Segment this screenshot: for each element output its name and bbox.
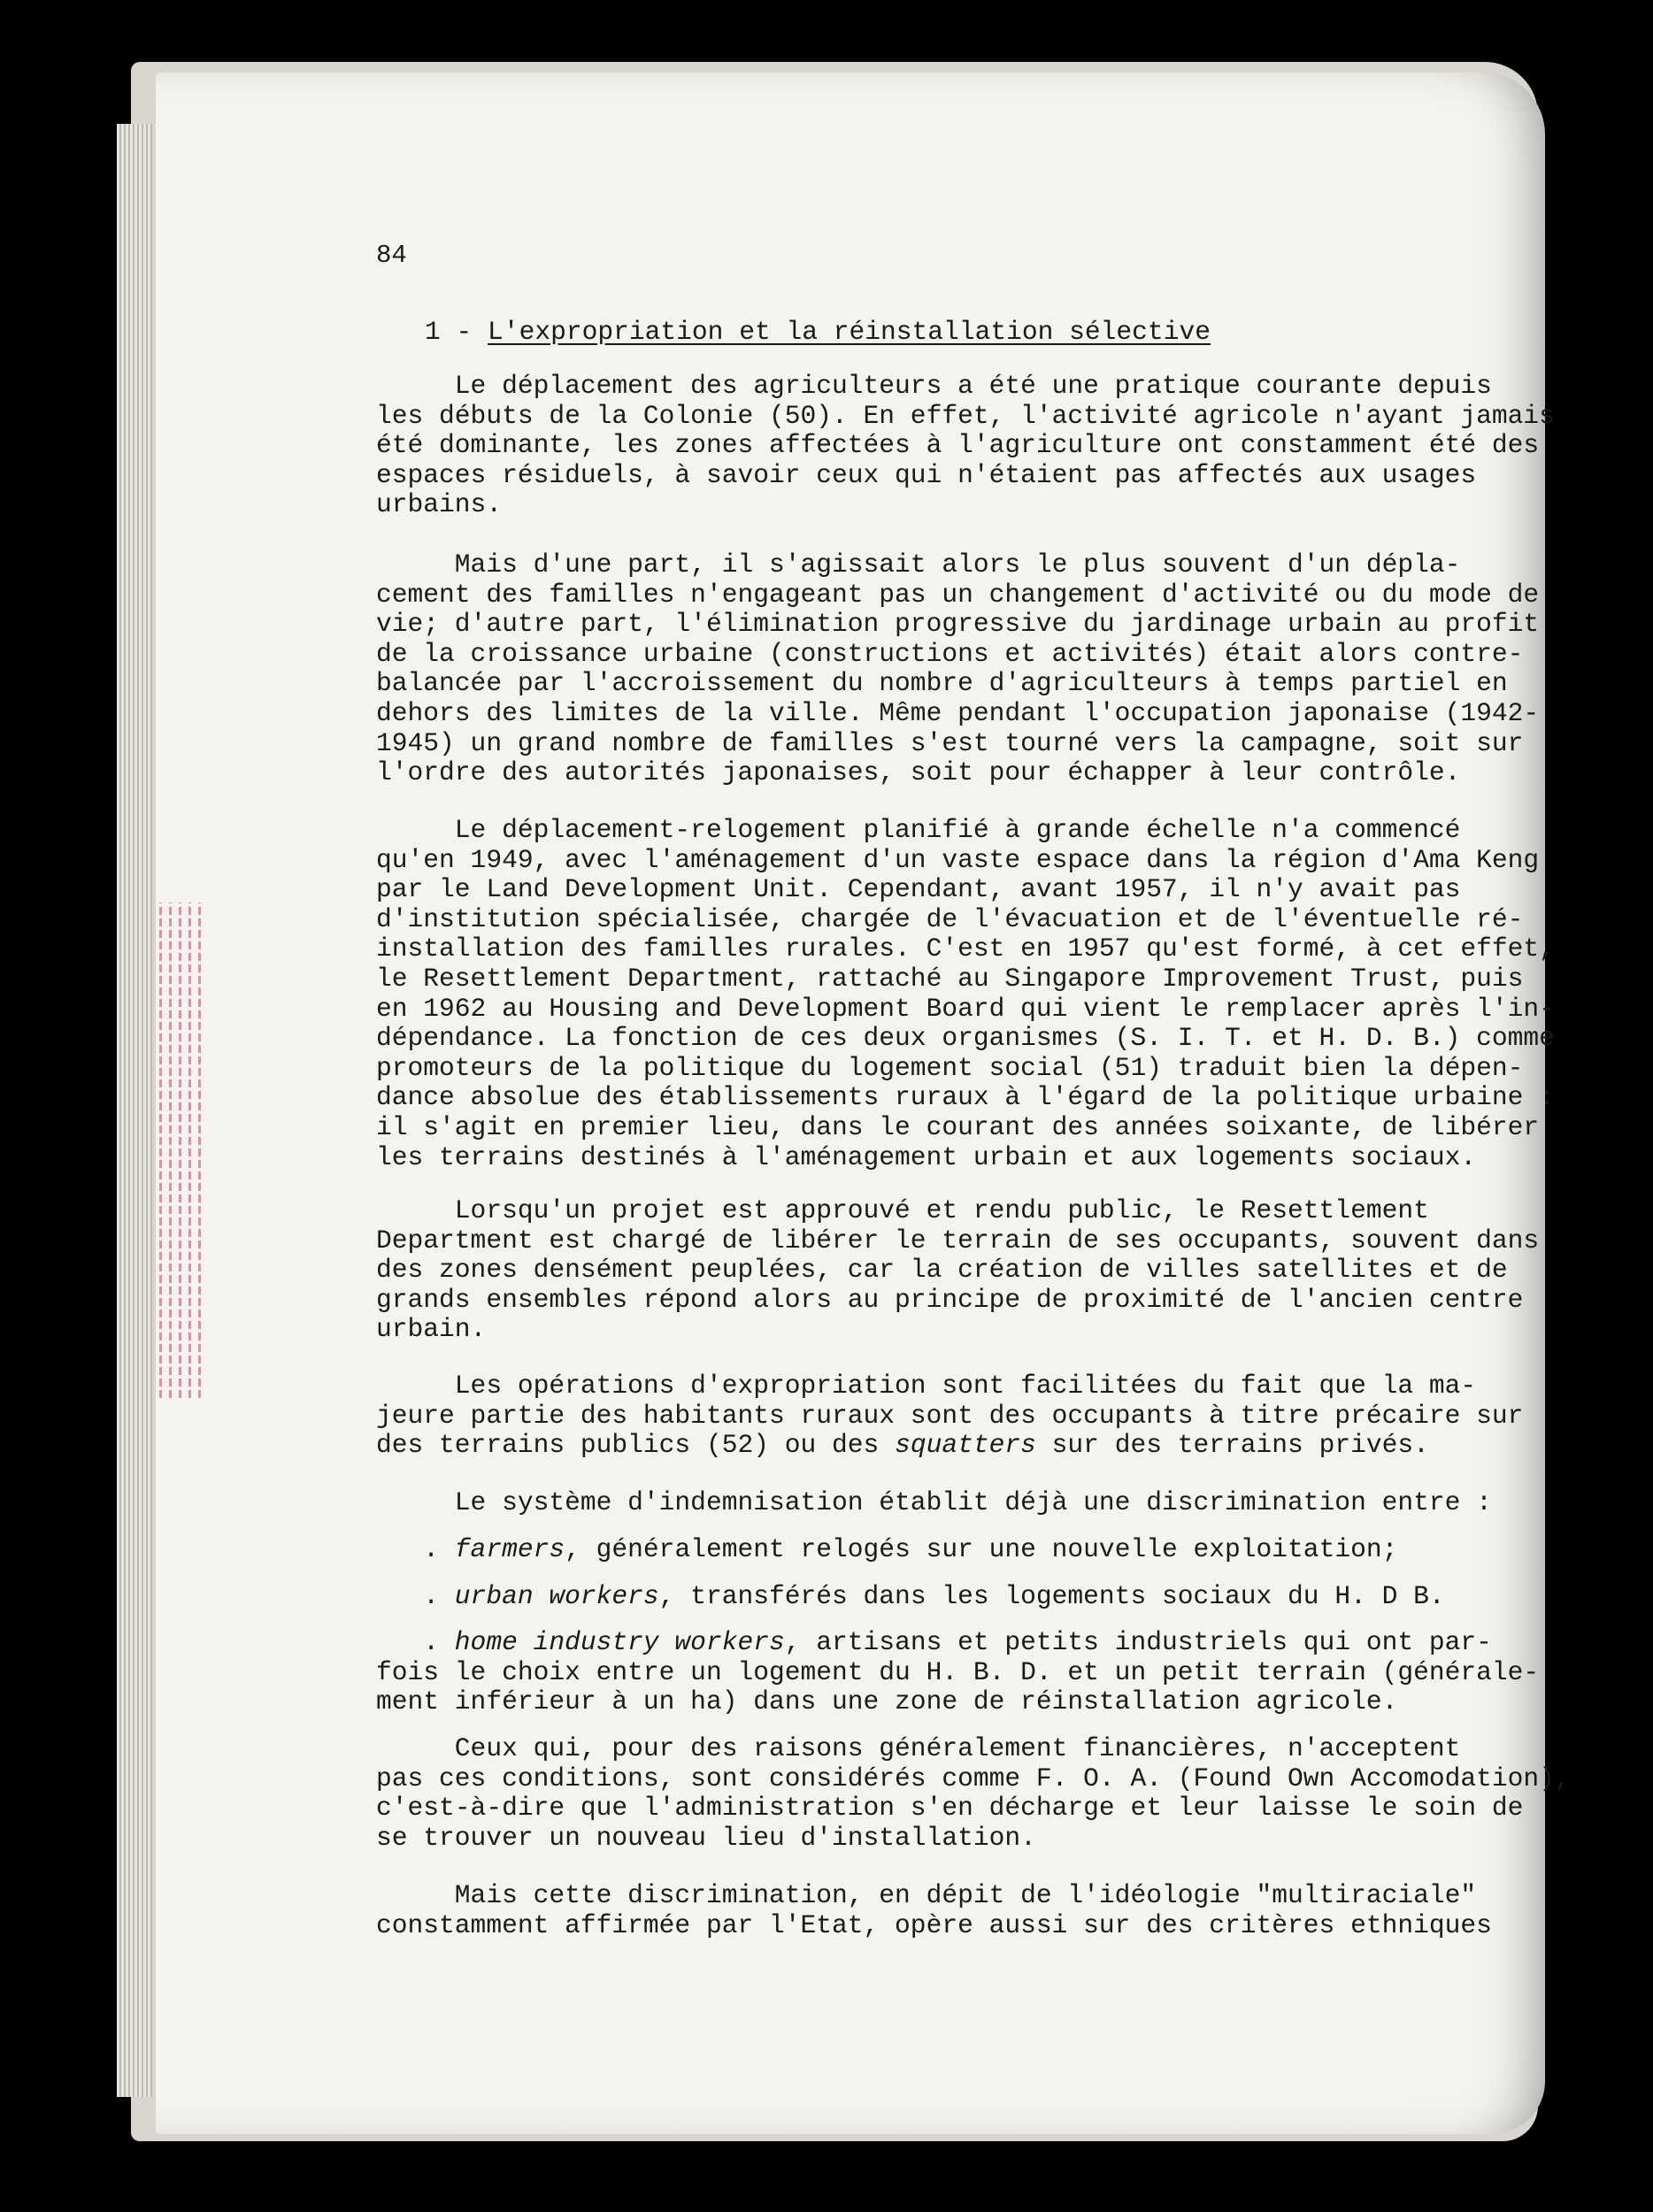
text-line: se trouver un nouveau lieu d'installation. <box>376 1822 1036 1853</box>
text-line: Ceux qui, pour des raisons généralement financières, n'acceptent <box>376 1733 1461 1763</box>
text-line: c'est-à-dire que l'administration s'en décharge et leur laisse le soin de <box>376 1793 1524 1824</box>
text-line: promoteurs de la politique du logement social (51) traduit bien la dépen- <box>376 1052 1524 1083</box>
list-item <box>376 1582 1491 1612</box>
text-line: été dominante, les zones affectées à l'agriculture ont constamment été des <box>376 430 1540 461</box>
text-line: fois le choix entre un logement du H. B. D. et un petit terrain (générale- <box>376 1656 1540 1687</box>
text-line: jeure partie des habitants ruraux sont des occupants à titre précaire sur <box>376 1400 1524 1431</box>
text-line: Les opérations d'expropriation sont facilitées du fait que la ma- <box>376 1371 1477 1401</box>
text-line: Department est chargé de libérer le terrain de ses occupants, souvent dans <box>376 1225 1540 1256</box>
paragraph-5 <box>376 1371 1524 1461</box>
text-line: les débuts de la Colonie (50). En effet, l'activité agricole n'ayant jamais <box>376 400 1555 431</box>
text-line: d'institution spécialisée, chargée de l'évacuation et de l'éventuelle ré- <box>376 903 1524 934</box>
text-segment: sur des terrains privés. <box>1035 1430 1429 1461</box>
paragraph-3 <box>376 815 1555 1172</box>
text-line: par le Land Development Unit. Cependant, avant 1957, il n'y avait pas <box>376 874 1461 905</box>
paragraph-2 <box>376 549 1540 788</box>
list-item <box>376 1535 1491 1565</box>
text-line: dépendance. La fonction de ces deux organismes (S. I. T. et H. D. B.) comme <box>376 1023 1555 1054</box>
list-bullet: . <box>376 1534 455 1564</box>
text-line: installation des familles rurales. C'est en 1957 qu'est formé, à cet effet, <box>376 933 1555 964</box>
section-heading <box>425 317 1211 347</box>
text-line: 1945) un grand nombre de familles s'est tourné vers la campagne, soit sur <box>376 727 1524 758</box>
text-line: grands ensembles répond alors au principe de proximité de l'ancien centre <box>376 1284 1524 1315</box>
paragraph-7 <box>376 1733 1571 1853</box>
text-line: les terrains destinés à l'aménagement urbain et aux logements sociaux. <box>376 1141 1477 1172</box>
italic-term: squatters <box>895 1430 1036 1461</box>
text-line: l'ordre des autorités japonaises, soit pour échapper à leur contrôle. <box>376 757 1461 788</box>
text-line: des zones densément peuplées, car la création de villes satellites et de <box>376 1255 1508 1286</box>
text-line: espaces résiduels, à savoir ceux qui n'étaient pas affectés aux usages <box>376 459 1477 490</box>
section-heading-title: L'expropriation et la réinstallation sélective <box>488 317 1211 347</box>
text-line: de la croissance urbaine (constructions et activités) était alors contre- <box>376 638 1524 669</box>
list-item <box>376 1628 1491 1658</box>
text-line: Mais d'une part, il s'agissait alors le plus souvent d'un dépla- <box>376 549 1461 580</box>
list-item-farmers <box>376 1535 1491 1565</box>
text-line: Mais cette discrimination, en dépit de l'idéologie "multiraciale" <box>376 1880 1477 1910</box>
paragraph-4 <box>376 1195 1540 1345</box>
text-line: ment inférieur à un ha) dans une zone de réinstallation agricole. <box>376 1686 1398 1717</box>
text-segment: des terrains publics (52) ou des <box>376 1430 896 1461</box>
page-number: 84 <box>376 241 407 270</box>
list-bullet: . <box>376 1581 455 1611</box>
list-text: , généralement relogés sur une nouvelle exploitation; <box>565 1534 1398 1564</box>
text-line: dance absolue des établissements ruraux à l'égard de la politique urbaine : <box>376 1082 1555 1113</box>
paragraph-6 <box>376 1488 1491 1518</box>
page-stack-edge <box>117 124 152 2097</box>
text-line: constamment affirmée par l'Etat, opère aussi sur des critères ethniques <box>376 1909 1492 1940</box>
text-line: urbain. <box>376 1314 487 1345</box>
list-item-urban-workers <box>376 1582 1491 1612</box>
paragraph-8 <box>376 1881 1491 1940</box>
text-line: Le déplacement-relogement planifié à grande échelle n'a commencé <box>376 815 1461 845</box>
text-line: cement des familles n'engageant pas un changement d'activité ou du mode de <box>376 579 1540 610</box>
text-line: Le système d'indemnisation établit déjà une discrimination entre : <box>376 1487 1492 1517</box>
paragraph-1 <box>376 371 1555 520</box>
text-line: urbains. <box>376 489 503 520</box>
list-text: , artisans et petits industriels qui ont par- <box>784 1627 1492 1657</box>
list-bullet: . <box>376 1627 455 1657</box>
text-line: dehors des limites de la ville. Même pendant l'occupation japonaise (1942- <box>376 697 1540 728</box>
text-line: vie; d'autre part, l'élimination progressive du jardinage urbain au profit <box>376 609 1540 640</box>
text-line: Lorsqu'un projet est approuvé et rendu public, le Resettlement <box>376 1195 1429 1225</box>
text-line: il s'agit en premier lieu, dans le courant des années soixante, de libérer <box>376 1111 1540 1142</box>
list-term: farmers <box>454 1534 565 1564</box>
red-stamp-marks <box>156 902 205 1398</box>
list-term: urban workers <box>454 1581 659 1611</box>
text-line: le Resettlement Department, rattaché au Singapore Improvement Trust, puis <box>376 963 1524 994</box>
text-line: qu'en 1949, avec l'aménagement d'un vaste espace dans la région d'Ama Keng <box>376 844 1540 875</box>
text-line: pas ces conditions, sont considérés comme F. O. A. (Found Own Accomodation), <box>376 1763 1571 1793</box>
section-heading-number: 1 - <box>425 317 488 347</box>
list-item-home-industry <box>376 1627 1540 1717</box>
list-text: , transférés dans les logements sociaux du H. D B. <box>658 1581 1445 1611</box>
text-line: Le déplacement des agriculteurs a été une pratique courante depuis <box>376 371 1492 401</box>
text-line: balancée par l'accroissement du nombre d'agriculteurs à temps partiel en <box>376 668 1508 699</box>
text-line <box>376 1431 1491 1461</box>
text-line: en 1962 au Housing and Development Board qui vient le remplacer après l'in- <box>376 993 1555 1024</box>
list-term: home industry workers <box>454 1627 785 1657</box>
